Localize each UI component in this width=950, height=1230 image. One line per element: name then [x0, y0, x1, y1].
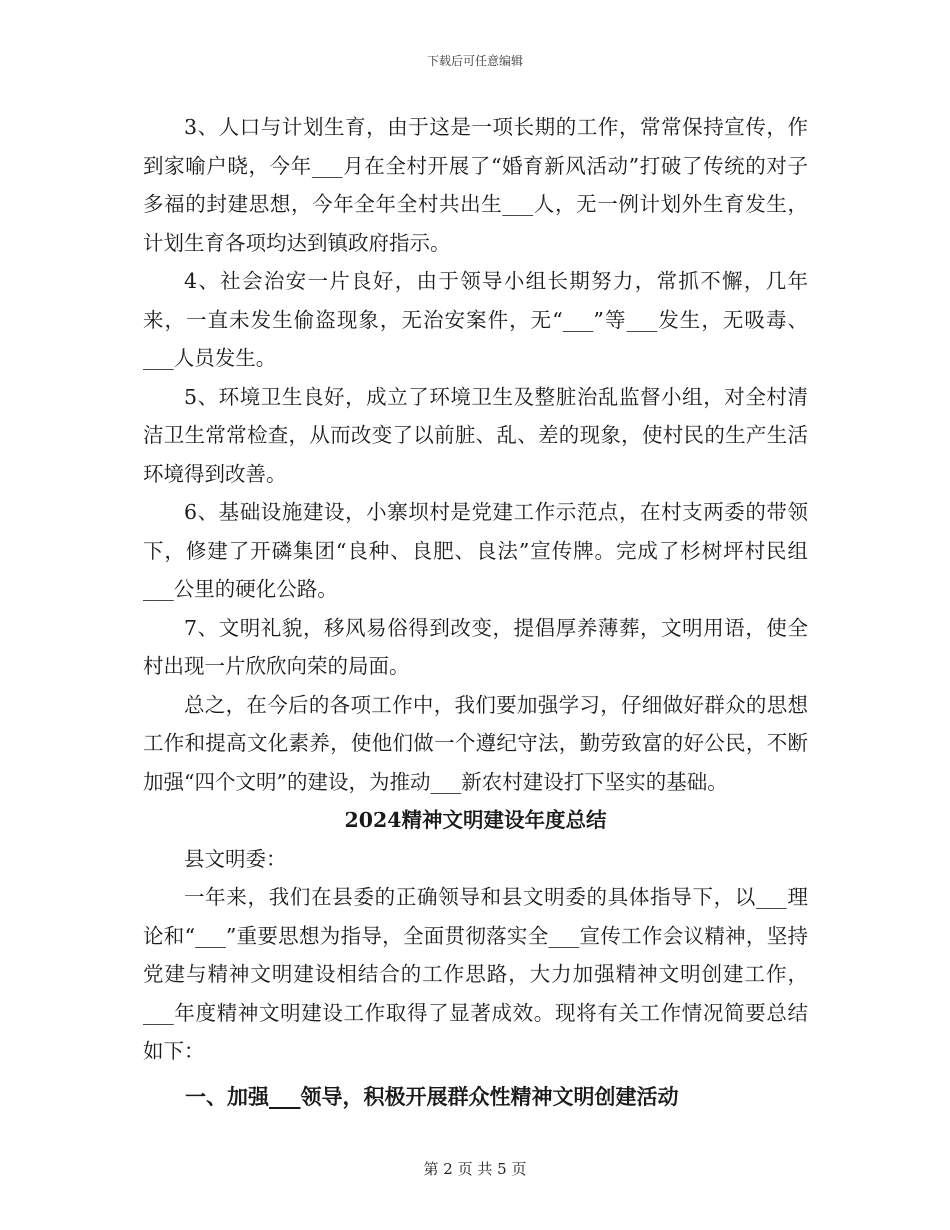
paragraph-population: 3、人口与计划生育，由于这是一项长期的工作，常常保持宣传，作到家喻户晓，今年___月在全村开展了“婚育新风活动”打破了传统的对子多福的封建思想，今年全年全村共出生___人，无一例计划外生育发生，计划生育各项均达到镇政府指示。 — [143, 115, 808, 255]
paragraph-intro: 一年来，我们在县委的正确领导和县文明委的具体指导下，以___理论和“___”重要思想为指导，全面贯彻落实全___宣传工作会议精神，坚持党建与精神文明建设相结合的工作思路，大力加强精神文明创建工作，___年度精神文明建设工作取得了显著成效。现将有关工作情况简要总结如下： — [143, 885, 808, 1063]
paragraph-public-security: 4、社会治安一片良好，由于领导小组长期努力，常抓不懈，几年来，一直未发生偷盗现象，无治安案件，无“___”等___发生，无吸毒、___人员发生。 — [143, 269, 808, 370]
paragraph-environment: 5、环境卫生良好，成立了环境卫生及整脏治乱监督小组，对全村清洁卫生常常检查，从而改变了以前脏、乱、差的现象，使村民的生产生活环境得到改善。 — [143, 384, 808, 486]
paragraph-civility: 7、文明礼貌，移风易俗得到改变，提倡厚养薄葬，文明用语，使全村出现一片欣欣向荣的局面。 — [143, 615, 808, 678]
salutation: 县文明委： — [184, 846, 287, 871]
section-title: 2024精神文明建设年度总结 — [344, 808, 607, 832]
paragraph-summary: 总之，在今后的各项工作中，我们要加强学习，仔细做好群众的思想工作和提高文化素养，使他们做一个遵纪守法，勤劳致富的好公民，不断加强“四个文明”的建设，为推动___新农村建设打下坚实的基础。 — [143, 692, 808, 794]
page-header: 下载后可任意编辑 — [426, 54, 523, 68]
section-heading-1: 一、加强___领导，积极开展群众性精神文明创建活动 — [185, 1083, 679, 1109]
document-body — [143, 108, 808, 1117]
paragraph-infrastructure: 6、基础设施建设，小寨坝村是党建工作示范点，在村支两委的带领下，修建了开磷集团“良种、良肥、良法”宣传牌。完成了杉树坪村民组___公里的硬化公路。 — [143, 500, 808, 601]
page-number: 第 2 页 共 5 页 — [423, 1160, 527, 1178]
